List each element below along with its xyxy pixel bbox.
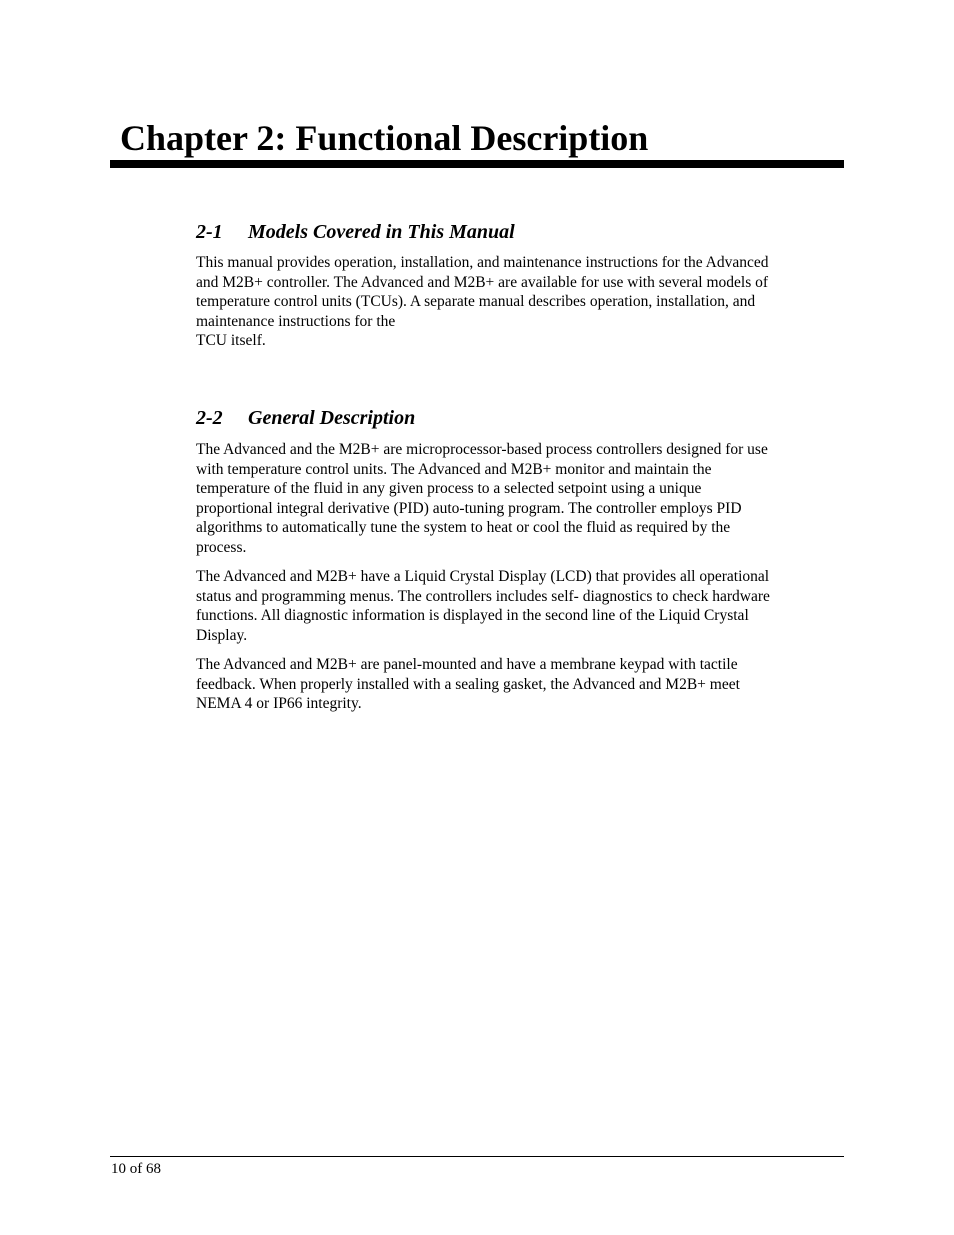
chapter-title: Chapter 2: Functional Description bbox=[120, 118, 649, 158]
section-title: General Description bbox=[248, 407, 416, 429]
section-title: Models Covered in This Manual bbox=[248, 221, 515, 243]
text-line: temperature of the fluid in any given process to a selected setpoint using a unique bbox=[196, 480, 702, 498]
text-line: The Advanced and the M2B+ are microprocessor-based process controllers designed for use bbox=[196, 441, 768, 458]
chapter-title-rule bbox=[110, 160, 844, 168]
page-number: 10 of 68 bbox=[111, 1161, 161, 1177]
footer-rule bbox=[110, 1156, 844, 1157]
text-line: The Advanced and M2B+ are panel-mounted and have a membrane keypad with tactile bbox=[196, 656, 738, 673]
text-line: and M2B+ controller. The Advanced and M2B+ are available for use with several models of bbox=[196, 273, 769, 291]
text-line: maintenance instructions for the bbox=[196, 312, 396, 330]
text-line: Display. bbox=[196, 626, 248, 644]
text-line: process. bbox=[196, 538, 247, 556]
text-line: algorithms to automatically tune the system to heat or cool the fluid as required by the bbox=[196, 519, 731, 537]
text-line: NEMA 4 or IP66 integrity. bbox=[196, 695, 362, 713]
paragraph-controller-overview bbox=[196, 440, 836, 558]
text-line: functions. All diagnostic information is displayed in the second line of the Liquid Crystal bbox=[196, 607, 749, 625]
text-line: status and programming menus. The controllers includes self- diagnostics to check hardware bbox=[196, 587, 770, 605]
text-line: This manual provides operation, installation, and maintenance instructions for the Advanced bbox=[196, 254, 769, 271]
paragraph-lcd-display bbox=[196, 567, 836, 645]
paragraph-panel-mounting bbox=[196, 655, 836, 714]
section-heading-general-description bbox=[196, 406, 415, 430]
text-line: temperature control units (TCUs). A separate manual describes operation, installation, and bbox=[196, 293, 756, 311]
section-number: 2-1 bbox=[196, 221, 223, 243]
paragraph-models-covered bbox=[196, 253, 836, 351]
section-number: 2-2 bbox=[196, 407, 223, 429]
text-line: feedback. When properly installed with a sealing gasket, the Advanced and M2B+ meet bbox=[196, 675, 740, 693]
text-line: with temperature control units. The Advanced and M2B+ monitor and maintain the bbox=[196, 460, 712, 478]
text-line: TCU itself. bbox=[196, 332, 266, 350]
section-heading-models-covered bbox=[196, 220, 515, 244]
text-line: proportional integral derivative (PID) auto-tuning program. The controller employs PID bbox=[196, 499, 742, 517]
text-line: The Advanced and M2B+ have a Liquid Crystal Display (LCD) that provides all operational bbox=[196, 568, 770, 585]
